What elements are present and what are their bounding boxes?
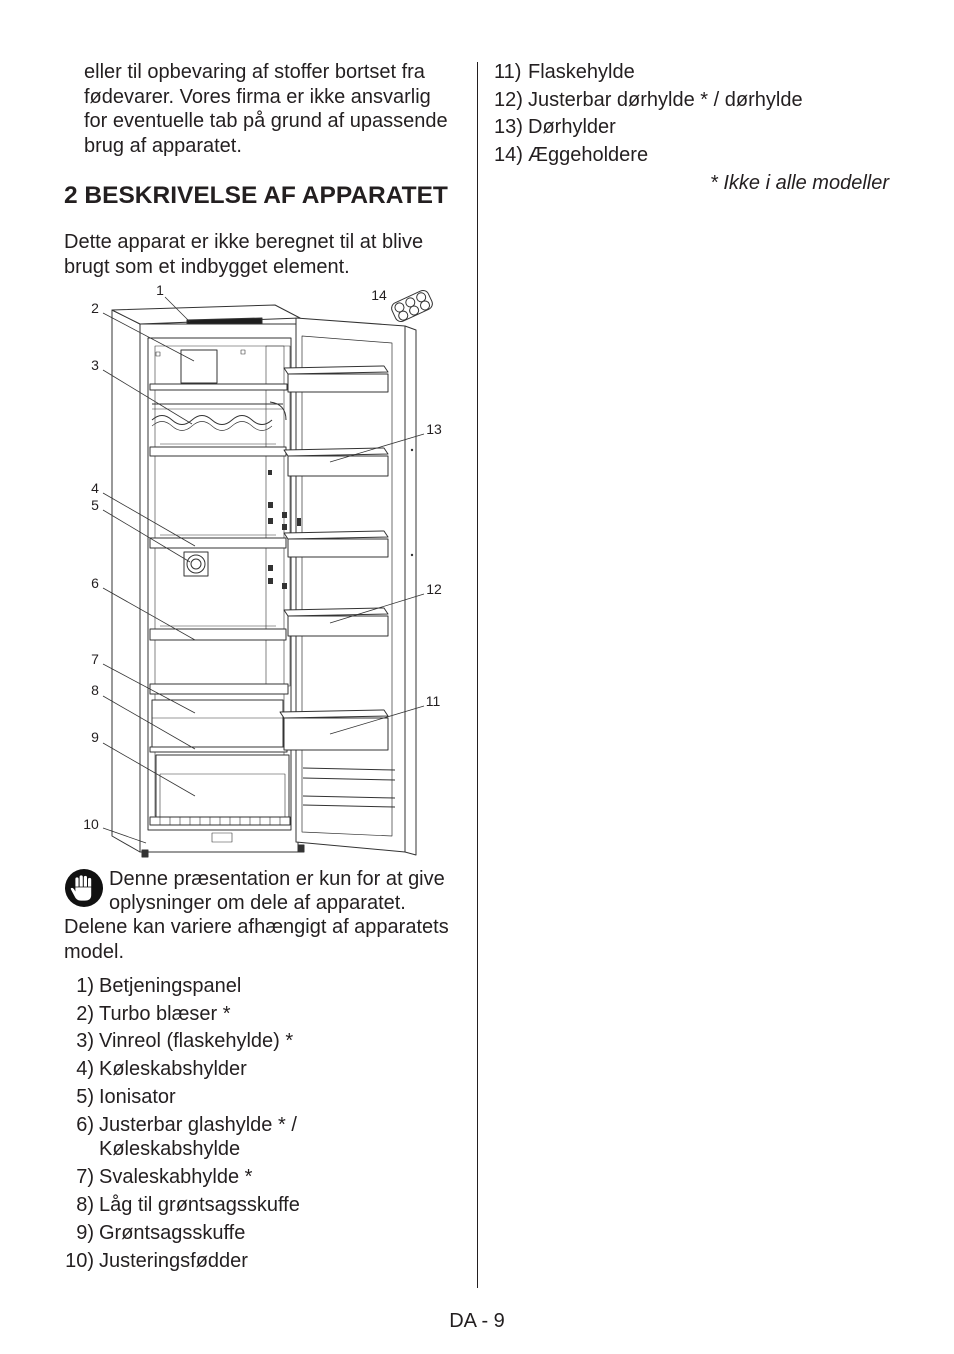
part-number: 10) bbox=[65, 1250, 94, 1272]
part-number: 12) bbox=[494, 89, 523, 111]
part-label: Betjeningspanel bbox=[99, 975, 242, 997]
part-number: 1) bbox=[76, 975, 94, 997]
part-label: Æggeholdere bbox=[528, 144, 649, 166]
crisper-cover bbox=[150, 684, 288, 694]
door-dot bbox=[411, 449, 413, 451]
door-bin-top bbox=[284, 366, 388, 374]
part-number: 6) bbox=[76, 1114, 94, 1136]
callout-label-1: 1 bbox=[156, 282, 164, 298]
part-label: Justerbar glashylde * / bbox=[99, 1114, 297, 1136]
intro-line: brug af apparatet. bbox=[84, 135, 242, 157]
part-label: Svaleskabhylde * bbox=[99, 1166, 253, 1188]
callout-label-6: 6 bbox=[91, 575, 99, 591]
hand-stop-icon bbox=[64, 868, 104, 908]
hinge-component bbox=[282, 512, 287, 518]
door-hinge bbox=[297, 518, 301, 526]
part-number: 11) bbox=[494, 61, 522, 83]
crisper-drawer-upper bbox=[152, 700, 283, 748]
glass-shelf bbox=[150, 629, 286, 640]
glass-shelf bbox=[150, 538, 286, 548]
bottle-bin-top bbox=[280, 710, 388, 718]
intro-line: for eventuelle tab på grund af upassende bbox=[84, 110, 448, 132]
door-bin bbox=[288, 456, 388, 476]
part-label: Låg til grøntsagsskuffe bbox=[99, 1194, 300, 1216]
door-edge bbox=[405, 326, 416, 855]
section-text-line: Dette apparat er ikke beregnet til at blive bbox=[64, 231, 424, 253]
callout-label-2: 2 bbox=[91, 300, 99, 316]
door-bin bbox=[288, 616, 388, 636]
part-label: Vinreol (flaskehylde) * bbox=[99, 1030, 294, 1052]
part-label: Flaskehylde bbox=[528, 61, 635, 83]
callout-label-10: 10 bbox=[83, 816, 99, 832]
callout-label-4: 4 bbox=[91, 480, 99, 496]
part-label: Ionisator bbox=[99, 1086, 176, 1108]
crisper-shelf bbox=[150, 747, 287, 752]
part-label-continued: Køleskabshylde bbox=[99, 1138, 241, 1160]
column-divider bbox=[477, 62, 478, 1288]
door-panel bbox=[296, 318, 405, 852]
part-number: 8) bbox=[76, 1194, 94, 1216]
intro-line: eller til opbevaring af stoffer bortset fra bbox=[84, 61, 425, 83]
rating-plate bbox=[212, 833, 232, 842]
callout-label-9: 9 bbox=[91, 729, 99, 745]
adjustable-foot bbox=[142, 850, 148, 857]
part-number: 5) bbox=[76, 1086, 94, 1108]
hinge-component bbox=[282, 524, 287, 530]
note-line: Delene kan variere afhængigt af apparatets bbox=[64, 916, 449, 938]
part-number: 7) bbox=[76, 1166, 94, 1188]
callout-label-14: 14 bbox=[371, 287, 387, 303]
note-line: model. bbox=[64, 941, 125, 963]
part-label: Justeringsfødder bbox=[99, 1250, 248, 1272]
bottle-bin bbox=[284, 718, 388, 750]
part-label: Justerbar dørhylde * / dørhylde bbox=[528, 89, 803, 111]
part-number: 14) bbox=[494, 144, 523, 166]
appliance-diagram bbox=[76, 280, 446, 865]
door-bin-top bbox=[284, 608, 388, 616]
part-label: Grøntsagsskuffe bbox=[99, 1222, 246, 1244]
callout-label-7: 7 bbox=[91, 651, 99, 667]
hinge-component bbox=[268, 518, 273, 524]
part-number: 4) bbox=[76, 1058, 94, 1080]
door-dot bbox=[411, 554, 413, 556]
part-number: 13) bbox=[494, 116, 523, 138]
hinge-component bbox=[268, 565, 273, 571]
callout-label-3: 3 bbox=[91, 357, 99, 373]
door-bin bbox=[288, 539, 388, 557]
ionizer-core bbox=[191, 559, 201, 569]
part-label: Turbo blæser * bbox=[99, 1003, 231, 1025]
drawer-inner bbox=[160, 774, 285, 819]
egg-holder bbox=[390, 288, 435, 323]
part-label: Dørhylder bbox=[528, 116, 616, 138]
page-number: DA - 9 bbox=[449, 1310, 505, 1332]
hinge-component bbox=[268, 470, 272, 475]
light-indicator bbox=[241, 350, 245, 354]
part-number: 3) bbox=[76, 1030, 94, 1052]
glass-shelf bbox=[150, 447, 286, 456]
callout-label-13: 13 bbox=[426, 421, 442, 437]
cabinet-side-panel bbox=[112, 310, 140, 852]
part-number: 9) bbox=[76, 1222, 94, 1244]
callout-label-11: 11 bbox=[425, 693, 441, 709]
adjustable-foot bbox=[298, 845, 304, 852]
callout-label-12: 12 bbox=[426, 581, 442, 597]
hinge-component bbox=[268, 502, 273, 508]
part-number: 2) bbox=[76, 1003, 94, 1025]
light-indicator bbox=[156, 352, 160, 356]
hinge-component bbox=[268, 578, 273, 584]
section-heading: 2 BESKRIVELSE AF APPARATET bbox=[64, 182, 448, 209]
hinge-component bbox=[282, 583, 287, 589]
turbo-fan-box bbox=[181, 350, 217, 383]
part-label: Køleskabshylder bbox=[99, 1058, 247, 1080]
door-bin-top bbox=[284, 531, 388, 539]
footnote: * Ikke i alle modeller bbox=[710, 172, 889, 194]
note-line: Denne præsentation er kun for at give bbox=[109, 868, 445, 890]
callout-label-5: 5 bbox=[91, 497, 99, 513]
door-bin bbox=[288, 374, 388, 392]
intro-line: fødevarer. Vores firma er ikke ansvarlig bbox=[84, 86, 431, 108]
callout-label-8: 8 bbox=[91, 682, 99, 698]
note-line: oplysninger om dele af apparatet. bbox=[109, 892, 406, 914]
wine-rack-shelf bbox=[150, 384, 287, 390]
section-text-line: brugt som et indbygget element. bbox=[64, 256, 350, 278]
